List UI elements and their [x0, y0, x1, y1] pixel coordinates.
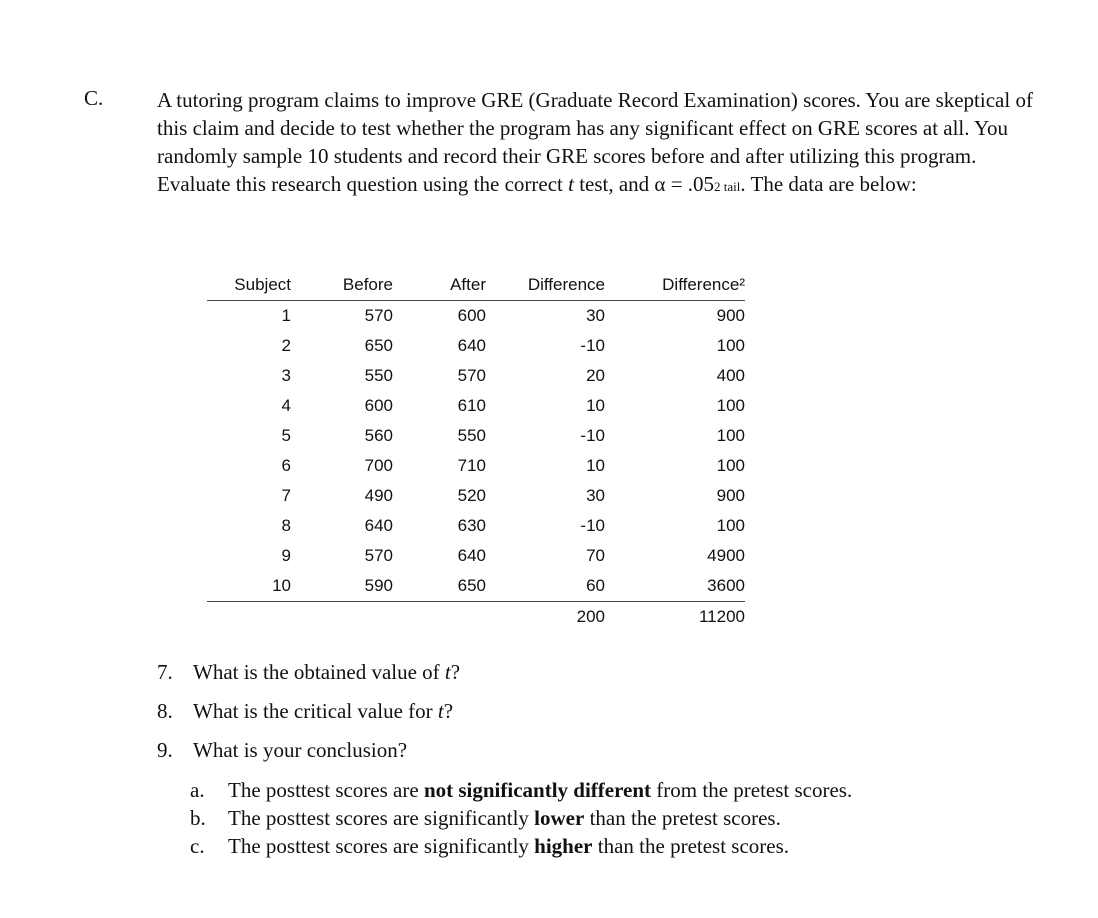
question-text: What is the obtained value of: [193, 660, 445, 684]
total-after: [393, 602, 486, 633]
cell-difference: 60: [486, 571, 605, 602]
option-letter: c.: [190, 834, 205, 858]
cell-after: 550: [457, 426, 486, 445]
option-emphasis: not significantly different: [423, 778, 652, 802]
cell-after: 650: [393, 571, 486, 602]
cell-difference: 10: [586, 396, 605, 415]
cell-difference: 30: [586, 306, 605, 325]
question-7: [157, 660, 460, 685]
table-row: [207, 331, 745, 361]
option-letter: b.: [190, 806, 206, 830]
cell-difference-squared: 3600: [605, 571, 745, 602]
cell-after: 710: [457, 456, 486, 475]
cell-difference-squared: 100: [716, 456, 745, 475]
option-emphasis: higher: [534, 834, 593, 858]
section-label: C.: [84, 86, 104, 110]
cell-subject: 4: [281, 396, 291, 415]
option-text-end: from the pretest scores.: [651, 778, 853, 802]
cell-before: 600: [364, 396, 393, 415]
cell-before: 570: [364, 306, 393, 325]
cell-before: 570: [364, 546, 393, 565]
cell-subject: 2: [281, 336, 291, 355]
intro-text-1: A tutoring program claims to improve GRE (Graduate Record Examination) scores. You are skeptical of this claim and decide to test whether the program has any significant effect on GRE scores at all. You randomly sample 10 students and record their GRE scores before and after utilizing this program. Evaluate this research question using the correct: [157, 88, 1033, 196]
option-emphasis: lower: [534, 806, 585, 830]
cell-difference: -10: [580, 426, 605, 445]
question-t-symbol: t: [444, 660, 451, 684]
cell-before: 650: [364, 336, 393, 355]
question-text-end: ?: [443, 699, 454, 723]
cell-difference-squared: 900: [716, 486, 745, 505]
option-b: [190, 804, 852, 832]
cell-difference-squared: 400: [716, 366, 745, 385]
cell-subject: 6: [281, 456, 291, 475]
question-t-symbol: t: [437, 699, 444, 723]
cell-difference-squared: 100: [716, 426, 745, 445]
header-before: Before: [291, 270, 393, 301]
table-row: [207, 511, 745, 541]
option-c: [190, 832, 852, 860]
cell-difference: 10: [586, 456, 605, 475]
cell-before: 550: [364, 366, 393, 385]
cell-after: 640: [457, 546, 486, 565]
cell-difference: 20: [586, 366, 605, 385]
header-difference-squared: Difference²: [605, 270, 745, 301]
option-text: The posttest scores are significantly: [228, 806, 535, 830]
question-9: [157, 738, 407, 763]
cell-after: 610: [457, 396, 486, 415]
cell-after: 630: [457, 516, 486, 535]
cell-subject: 5: [281, 426, 291, 445]
total-before: [291, 602, 393, 633]
cell-after: 640: [457, 336, 486, 355]
cell-difference-squared: 100: [716, 396, 745, 415]
cell-before: 490: [364, 486, 393, 505]
option-text-end: than the pretest scores.: [592, 834, 790, 858]
total-subject: [207, 602, 291, 633]
cell-after: 520: [457, 486, 486, 505]
question-number: 7.: [157, 660, 173, 684]
table-header-row: [207, 270, 745, 301]
intro-text-2: test, and α = .05: [573, 172, 715, 196]
gre-data-table: [207, 270, 745, 632]
option-text: The posttest scores are: [228, 778, 424, 802]
option-text: The posttest scores are significantly: [228, 834, 535, 858]
cell-subject: 8: [281, 516, 291, 535]
table-row: [207, 301, 745, 332]
cell-difference: 30: [586, 486, 605, 505]
question-number: 8.: [157, 699, 173, 723]
cell-after: 570: [457, 366, 486, 385]
option-text-end: than the pretest scores.: [584, 806, 781, 830]
problem-intro: [157, 86, 1037, 201]
cell-difference: -10: [580, 336, 605, 355]
cell-difference-squared: 4900: [707, 546, 745, 565]
alpha-subscript: 2 tail: [714, 179, 741, 194]
cell-before: 700: [364, 456, 393, 475]
intro-t-symbol: t: [568, 172, 574, 196]
totals-row: [207, 602, 745, 633]
header-difference: Difference: [486, 270, 605, 301]
cell-before: 640: [364, 516, 393, 535]
intro-text-3: . The data are below:: [740, 172, 917, 196]
cell-difference: -10: [580, 516, 605, 535]
cell-subject: 7: [281, 486, 291, 505]
header-subject: Subject: [207, 270, 291, 301]
cell-after: 600: [457, 306, 486, 325]
table-row: [207, 541, 745, 571]
question-text: What is your conclusion?: [193, 738, 408, 762]
total-difference-squared: 11200: [698, 607, 745, 626]
cell-subject: 10: [207, 571, 291, 602]
cell-subject: 1: [281, 306, 291, 325]
cell-difference-squared: 100: [716, 336, 745, 355]
cell-subject: 3: [281, 366, 291, 385]
table-row: [207, 571, 745, 602]
question-8: [157, 699, 453, 724]
cell-difference-squared: 100: [716, 516, 745, 535]
cell-before: 590: [291, 571, 393, 602]
cell-before: 560: [364, 426, 393, 445]
cell-subject: 9: [281, 546, 291, 565]
answer-options: [190, 776, 852, 860]
table-row: [207, 421, 745, 451]
table-row: [207, 481, 745, 511]
table-row: [207, 361, 745, 391]
question-text: What is the critical value for: [193, 699, 438, 723]
table-row: [207, 391, 745, 421]
option-a: [190, 776, 852, 804]
cell-difference-squared: 900: [716, 306, 745, 325]
cell-difference: 70: [586, 546, 605, 565]
option-letter: a.: [190, 778, 205, 802]
table-row: [207, 451, 745, 481]
question-number: 9.: [157, 738, 173, 762]
question-text-end: ?: [450, 660, 461, 684]
total-difference: 200: [576, 607, 605, 626]
header-after: After: [393, 270, 486, 301]
